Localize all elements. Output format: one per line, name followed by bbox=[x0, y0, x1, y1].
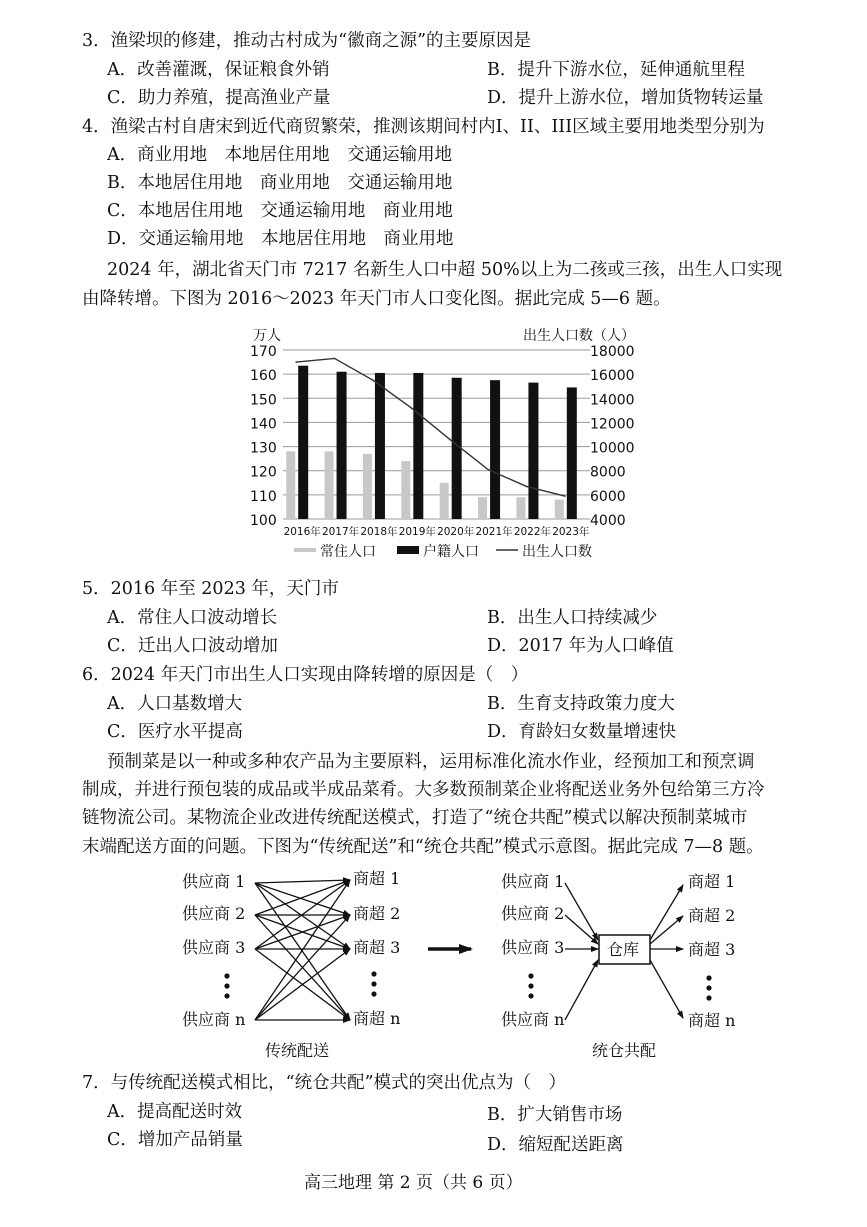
x-tick-label: 2022年 bbox=[513, 526, 552, 538]
distribution-diagram bbox=[0, 860, 867, 1070]
right-supplier-2: 供应商 2 bbox=[501, 904, 565, 923]
bar-registered-population bbox=[337, 372, 347, 519]
right-supplier-3: 供应商 3 bbox=[501, 938, 565, 957]
right-tick-label: 16000 bbox=[590, 368, 635, 385]
right-supplier-1: 供应商 1 bbox=[501, 872, 565, 891]
q5-stem: 5．2016 年至 2023 年，天门市 bbox=[82, 579, 339, 599]
left-axis-title: 万人 bbox=[253, 328, 281, 344]
x-tick-label: 2021年 bbox=[475, 526, 513, 538]
left-tick-label: 150 bbox=[250, 392, 277, 409]
traditional-distribution-diagram bbox=[182, 869, 400, 1060]
q6-option-d: D．育龄妇女数量增速快 bbox=[487, 722, 677, 742]
right-market-n: 商超 n bbox=[688, 1011, 736, 1030]
q6-option-b: B．生育支持政策力度大 bbox=[487, 694, 675, 714]
intro-7-8-line3: 链物流公司。某物流企业改进传统配送模式，打造了“统仓共配”模式以解决预制菜城市 bbox=[82, 808, 748, 828]
x-tick-label: 2020年 bbox=[437, 526, 475, 538]
left-market-2: 商超 2 bbox=[353, 904, 401, 923]
birth-count-point bbox=[526, 486, 528, 488]
q6-option-a: A．人口基数增大 bbox=[107, 694, 243, 714]
birth-count-point bbox=[449, 439, 451, 441]
bar-resident-population bbox=[555, 500, 564, 519]
bar-resident-population bbox=[478, 497, 487, 519]
q4-option-a: A．商业用地 本地居住用地 交通运输用地 bbox=[107, 145, 453, 165]
intro-7-8-line2: 制成，并进行预包装的成品或半成品菜肴。大多数预制菜企业将配送业务外包给第三方冷 bbox=[82, 780, 765, 800]
right-market-3: 商超 3 bbox=[688, 940, 736, 959]
right-tick-label: 8000 bbox=[590, 464, 626, 481]
bar-registered-population bbox=[490, 380, 500, 519]
x-tick-label: 2019年 bbox=[398, 526, 436, 538]
left-ellipsis-suppliers bbox=[224, 973, 229, 998]
warehouse-label: 仓库 bbox=[607, 940, 640, 959]
q4-option-d: D．交通运输用地 本地居住用地 商业用地 bbox=[107, 229, 454, 249]
bar-resident-population bbox=[516, 497, 525, 519]
right-tick-label: 18000 bbox=[590, 344, 635, 360]
right-tick-label: 4000 bbox=[590, 513, 626, 529]
legend-label-registered: 户籍人口 bbox=[423, 544, 479, 560]
left-supplier-2: 供应商 2 bbox=[182, 904, 246, 923]
left-supplier-n: 供应商 n bbox=[182, 1010, 246, 1029]
intro-7-8-line1: 预制菜是以一种或多种农产品为主要原料，运用标准化流水作业，经预加工和预烹调 bbox=[107, 752, 755, 772]
left-tick-label: 100 bbox=[250, 513, 277, 529]
bar-registered-population bbox=[452, 378, 462, 519]
legend-label-resident: 常住人口 bbox=[320, 544, 376, 560]
left-tick-label: 160 bbox=[250, 368, 277, 385]
right-tick-label: 14000 bbox=[590, 392, 635, 409]
bar-registered-population bbox=[528, 383, 538, 519]
intro-7-8-line4: 末端配送方面的问题。下图为“传统配送”和“统仓共配”模式示意图。据此完成 7—8 题。 bbox=[82, 837, 764, 857]
right-tick-label: 12000 bbox=[590, 416, 635, 433]
x-tick-label: 2018年 bbox=[360, 526, 398, 538]
birth-count-point bbox=[372, 379, 374, 381]
q3-option-d: D．提升上游水位，增加货物转运量 bbox=[487, 88, 764, 108]
bar-registered-population bbox=[567, 387, 577, 519]
intro-5-6-line2: 由降转增。下图为 2016～2023 年天门市人口变化图。据此完成 5—6 题。 bbox=[82, 289, 671, 309]
bar-resident-population bbox=[325, 451, 334, 519]
birth-count-point bbox=[487, 469, 489, 471]
traditional-caption: 传统配送 bbox=[265, 1041, 330, 1060]
intro-5-6-line1: 2024 年，湖北省天门市 7217 名新生人口中超 50%以上为二孩或三孩，出生人口实现 bbox=[107, 260, 783, 280]
right-axis-title: 出生人口数（人） bbox=[523, 328, 635, 344]
left-supplier-3: 供应商 3 bbox=[182, 938, 246, 957]
left-ellipsis-markets bbox=[371, 971, 376, 996]
left-market-n: 商超 n bbox=[353, 1009, 401, 1028]
left-tick-label: 140 bbox=[250, 416, 277, 433]
left-market-3: 商超 3 bbox=[353, 938, 401, 957]
supplier-market-link bbox=[255, 880, 350, 883]
birth-count-point bbox=[295, 361, 297, 363]
q7-option-b: B．扩大销售市场 bbox=[487, 1105, 623, 1125]
q5-option-b: B．出生人口持续减少 bbox=[487, 608, 658, 628]
bar-registered-population bbox=[413, 373, 423, 519]
q3-option-a: A．改善灌溉，保证粮食外销 bbox=[107, 60, 330, 80]
birth-count-point bbox=[564, 495, 566, 497]
x-tick-label: 2016年 bbox=[283, 526, 321, 538]
x-tick-label: 2023年 bbox=[552, 526, 590, 538]
q7-option-c: C．增加产品销量 bbox=[107, 1130, 243, 1150]
birth-count-point bbox=[411, 407, 413, 409]
q5-option-c: C．迁出人口波动增加 bbox=[107, 636, 278, 656]
x-tick-label: 2017年 bbox=[321, 526, 360, 538]
right-ellipsis-markets bbox=[706, 975, 711, 1000]
bar-registered-population bbox=[298, 366, 308, 519]
q7-option-d: D．缩短配送距离 bbox=[487, 1135, 624, 1155]
bar-resident-population bbox=[286, 451, 295, 519]
right-market-1: 商超 1 bbox=[688, 872, 736, 891]
q7-stem: 7．与传统配送模式相比，“统仓共配”模式的突出优点为（ ） bbox=[82, 1073, 567, 1093]
right-ellipsis-suppliers bbox=[528, 973, 533, 998]
shared-warehouse-caption: 统仓共配 bbox=[592, 1041, 657, 1060]
left-tick-label: 130 bbox=[250, 440, 277, 457]
legend-swatch-registered bbox=[397, 546, 419, 554]
birth-count-line bbox=[296, 358, 565, 496]
bar-resident-population bbox=[363, 454, 372, 519]
q7-option-a: A．提高配送时效 bbox=[107, 1102, 243, 1122]
q4-option-c: C．本地居住用地 交通运输用地 商业用地 bbox=[107, 201, 453, 221]
legend-swatch-resident bbox=[294, 548, 316, 552]
right-market-2: 商超 2 bbox=[688, 906, 736, 925]
left-tick-label: 170 bbox=[250, 344, 277, 360]
birth-count-point bbox=[334, 358, 336, 360]
legend-label-birth: 出生人口数 bbox=[522, 544, 592, 560]
bar-resident-population bbox=[401, 461, 410, 519]
left-tick-label: 110 bbox=[250, 488, 277, 505]
q5-option-d: D．2017 年为人口峰值 bbox=[487, 636, 674, 656]
right-tick-label: 6000 bbox=[590, 488, 626, 505]
bar-registered-population bbox=[375, 373, 385, 519]
left-tick-label: 120 bbox=[250, 464, 277, 481]
shared-warehouse-diagram bbox=[501, 872, 735, 1060]
q3-option-c: C．助力养殖，提高渔业产量 bbox=[107, 88, 331, 108]
right-tick-label: 10000 bbox=[590, 440, 635, 457]
q4-option-b: B．本地居住用地 商业用地 交通运输用地 bbox=[107, 173, 453, 193]
q5-option-a: A．常住人口波动增长 bbox=[107, 608, 278, 628]
q3-option-b: B．提升下游水位，延伸通航里程 bbox=[487, 60, 745, 80]
left-supplier-1: 供应商 1 bbox=[182, 872, 246, 891]
q3-stem: 3．渔梁坝的修建，推动古村成为“徽商之源”的主要原因是 bbox=[82, 31, 532, 51]
right-supplier-n: 供应商 n bbox=[501, 1010, 565, 1029]
left-market-1: 商超 1 bbox=[353, 869, 401, 888]
bar-resident-population bbox=[440, 483, 449, 519]
q4-stem: 4．渔梁古村自唐宋到近代商贸繁荣，推测该期间村内I、II、III区域主要用地类型分别为 bbox=[82, 117, 765, 137]
q6-option-c: C．医疗水平提高 bbox=[107, 722, 243, 742]
q6-stem: 6．2024 年天门市出生人口实现由降转增的原因是（ ） bbox=[82, 665, 529, 685]
page-footer: 高三地理 第 2 页（共 6 页） bbox=[304, 1173, 523, 1193]
